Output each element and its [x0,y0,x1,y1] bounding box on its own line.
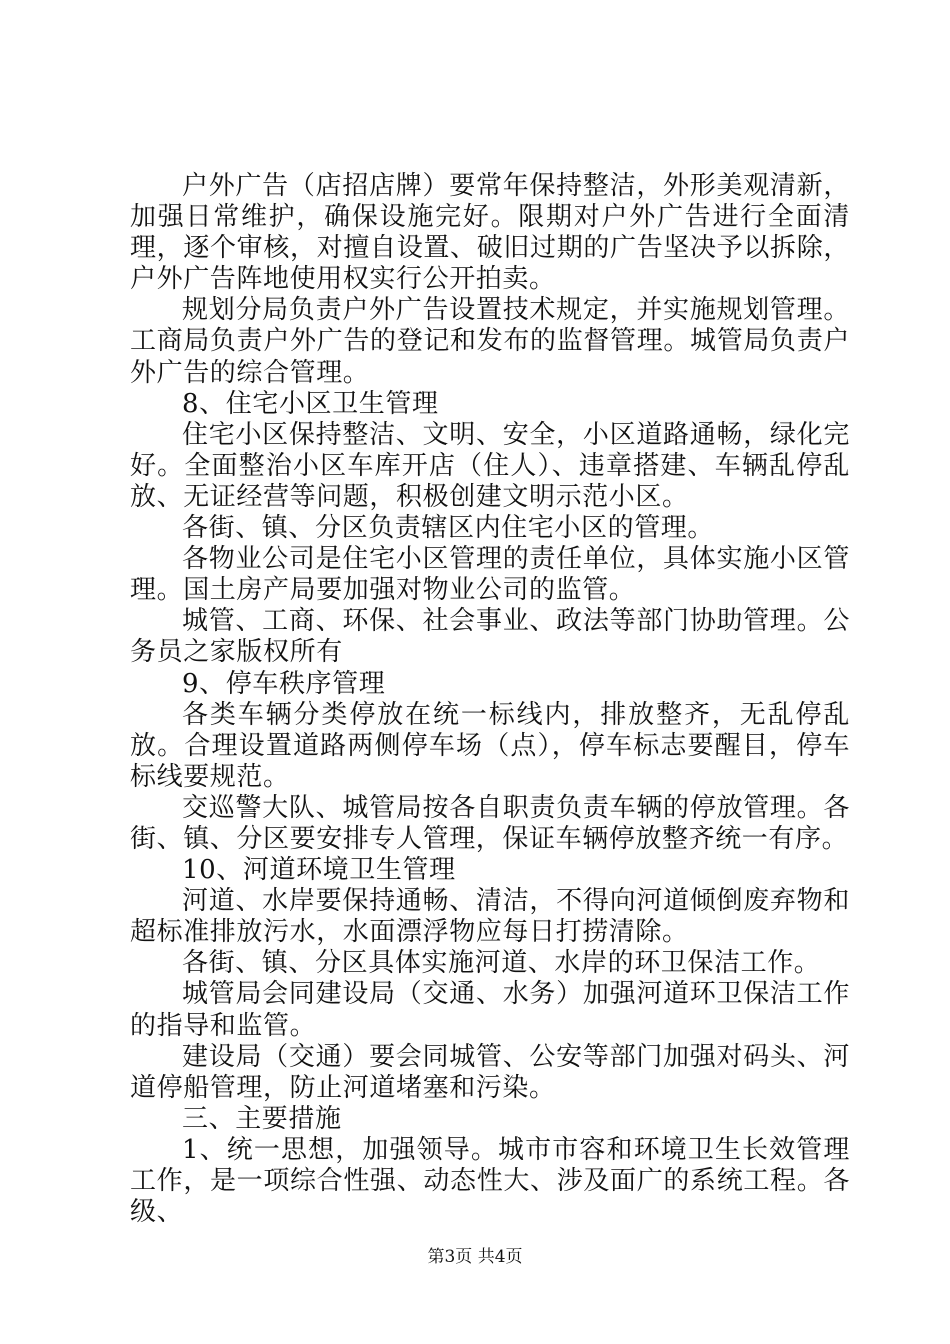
paragraph: 各物业公司是住宅小区管理的责任单位，具体实施小区管理。国土房产局要加强对物业公司的监管。 [130,544,850,606]
paragraph: 河道、水岸要保持通畅、清洁，不得向河道倾倒废弃物和超标准排放污水，水面漂浮物应每日打捞清除。 [130,886,850,948]
section-heading: 10、河道环境卫生管理 [182,855,456,886]
paragraph: 住宅小区保持整洁、文明、安全，小区道路通畅，绿化完好。全面整治小区车库开店（住人）、违章搭建、车辆乱停乱放、无证经营等问题，积极创建文明示范小区。 [130,419,850,512]
page-number: 第3页 共4页 [427,1247,523,1267]
section-heading: 8、住宅小区卫生管理 [182,388,439,419]
paragraph: 户外广告（店招店牌）要常年保持整洁，外形美观清新，加强日常维护，确保设施完好。限期对户外广告进行全面清理，逐个审核，对擅自设置、破旧过期的广告坚决予以拆除，户外广告阵地使用权实行公开拍卖。 [130,171,850,295]
paragraph: 各街、镇、分区具体实施河道、水岸的环卫保洁工作。 [182,948,821,979]
paragraph: 城管、工商、环保、社会事业、政法等部门协助管理。公务员之家版权所有 [130,606,850,668]
document-body [130,171,850,1228]
paragraph: 城管局会同建设局（交通、水务）加强河道环卫保洁工作的指导和监管。 [130,979,850,1041]
paragraph: 建设局（交通）要会同城管、公安等部门加强对码头、河道停船管理，防止河道堵塞和污染。 [130,1041,850,1103]
paragraph: 各街、镇、分区负责辖区内住宅小区的管理。 [182,513,715,544]
paragraph: 交巡警大队、城管局按各自职责负责车辆的停放管理。各街、镇、分区要安排专人管理，保证车辆停放整齐统一有序。 [130,792,850,854]
paragraph: 规划分局负责户外广告设置技术规定，并实施规划管理。工商局负责户外广告的登记和发布的监督管理。城管局负责户外广告的综合管理。 [130,295,850,388]
section-heading: 三、主要措施 [182,1103,342,1134]
paragraph: 1、统一思想，加强领导。城市市容和环境卫生长效管理工作，是一项综合性强、动态性大、涉及面广的系统工程。各级、 [130,1134,850,1228]
paragraph: 各类车辆分类停放在统一标线内，排放整齐，无乱停乱放。合理设置道路两侧停车场（点），停车标志要醒目，停车标线要规范。 [130,699,850,792]
section-heading: 9、停车秩序管理 [182,668,386,699]
